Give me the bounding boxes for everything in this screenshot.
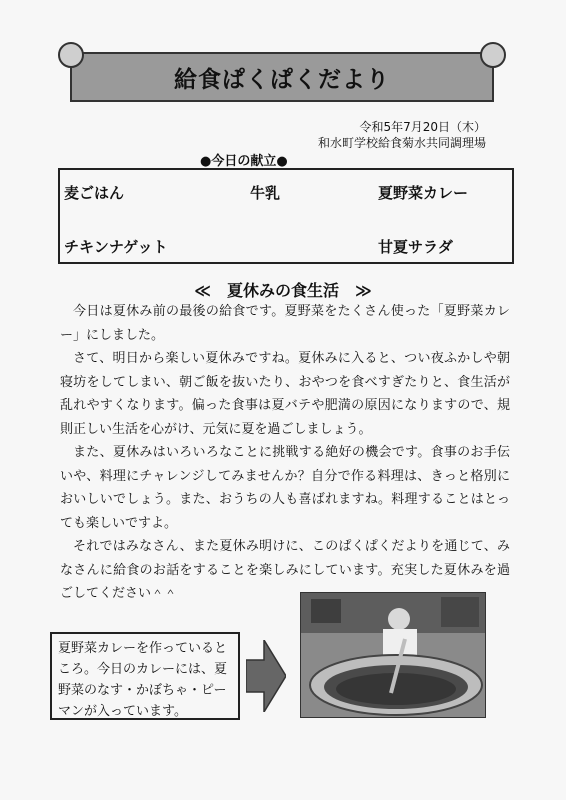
cooking-photo bbox=[300, 592, 486, 718]
cooking-photo-image bbox=[301, 593, 485, 717]
menu-item-curry: 夏野菜カレー bbox=[378, 184, 469, 202]
issuer-name: 和水町学校給食菊水共同調理場 bbox=[317, 136, 486, 150]
newsletter-title: 給食ぱくぱくだより bbox=[174, 66, 390, 93]
menu-item-salad: 甘夏サラダ bbox=[378, 238, 453, 256]
menu-item-nuggets: チキンナゲット bbox=[64, 238, 168, 256]
menu-item-milk: 牛乳 bbox=[250, 184, 281, 202]
article-paragraph: それではみなさん、また夏休み明けに、このぱくぱくだよりを通じて、みなさんに給食のお話をすることを楽しみにしています。充実した夏休みを過ごしてください＾＾ bbox=[60, 539, 510, 601]
article-paragraph: 今日は夏休み前の最後の給食です。夏野菜をたくさん使った「夏野菜カレー」にしました。 bbox=[60, 304, 510, 343]
article-paragraph: また、夏休みはいろいろなことに挑戦する絶好の機会です。食事のお手伝いや、料理にチャレンジしてみませんか？自分で作る料理は、きっと格別においしいでしょう。また、おうちの人も喜ばれますね。料理することはとっても楽しいですよ。 bbox=[60, 445, 510, 531]
menu-item-rice: 麦ごはん bbox=[64, 184, 125, 202]
article-body bbox=[60, 300, 510, 606]
title-banner bbox=[70, 52, 494, 102]
article-paragraph: さて、明日から楽しい夏休みですね。夏休みに入ると、つい夜ふかしや朝寝坊をしてしまい、朝ご飯を抜いたり、おやつを食べすぎたりと、食生活が乱れやすくなります。偏った食事は夏バテや肥満の原因になりますので、規則正しい生活を心がけ、元気に夏を過ごしましょう。 bbox=[60, 351, 510, 437]
arrow-right-icon bbox=[246, 640, 286, 712]
menu-heading: ●今日の献立● bbox=[200, 154, 288, 169]
banner-curl-left bbox=[58, 42, 84, 68]
photo-caption: 夏野菜カレーを作っているところ。今日のカレーには、夏野菜のなす・かぼちゃ・ピーマンが入っています。 bbox=[50, 632, 240, 720]
banner-curl-right bbox=[480, 42, 506, 68]
menu-box bbox=[58, 168, 514, 264]
article-title: ≪ 夏休みの食生活 ≫ bbox=[194, 281, 372, 300]
issue-date: 令和5年7月20日（木） bbox=[359, 120, 486, 134]
